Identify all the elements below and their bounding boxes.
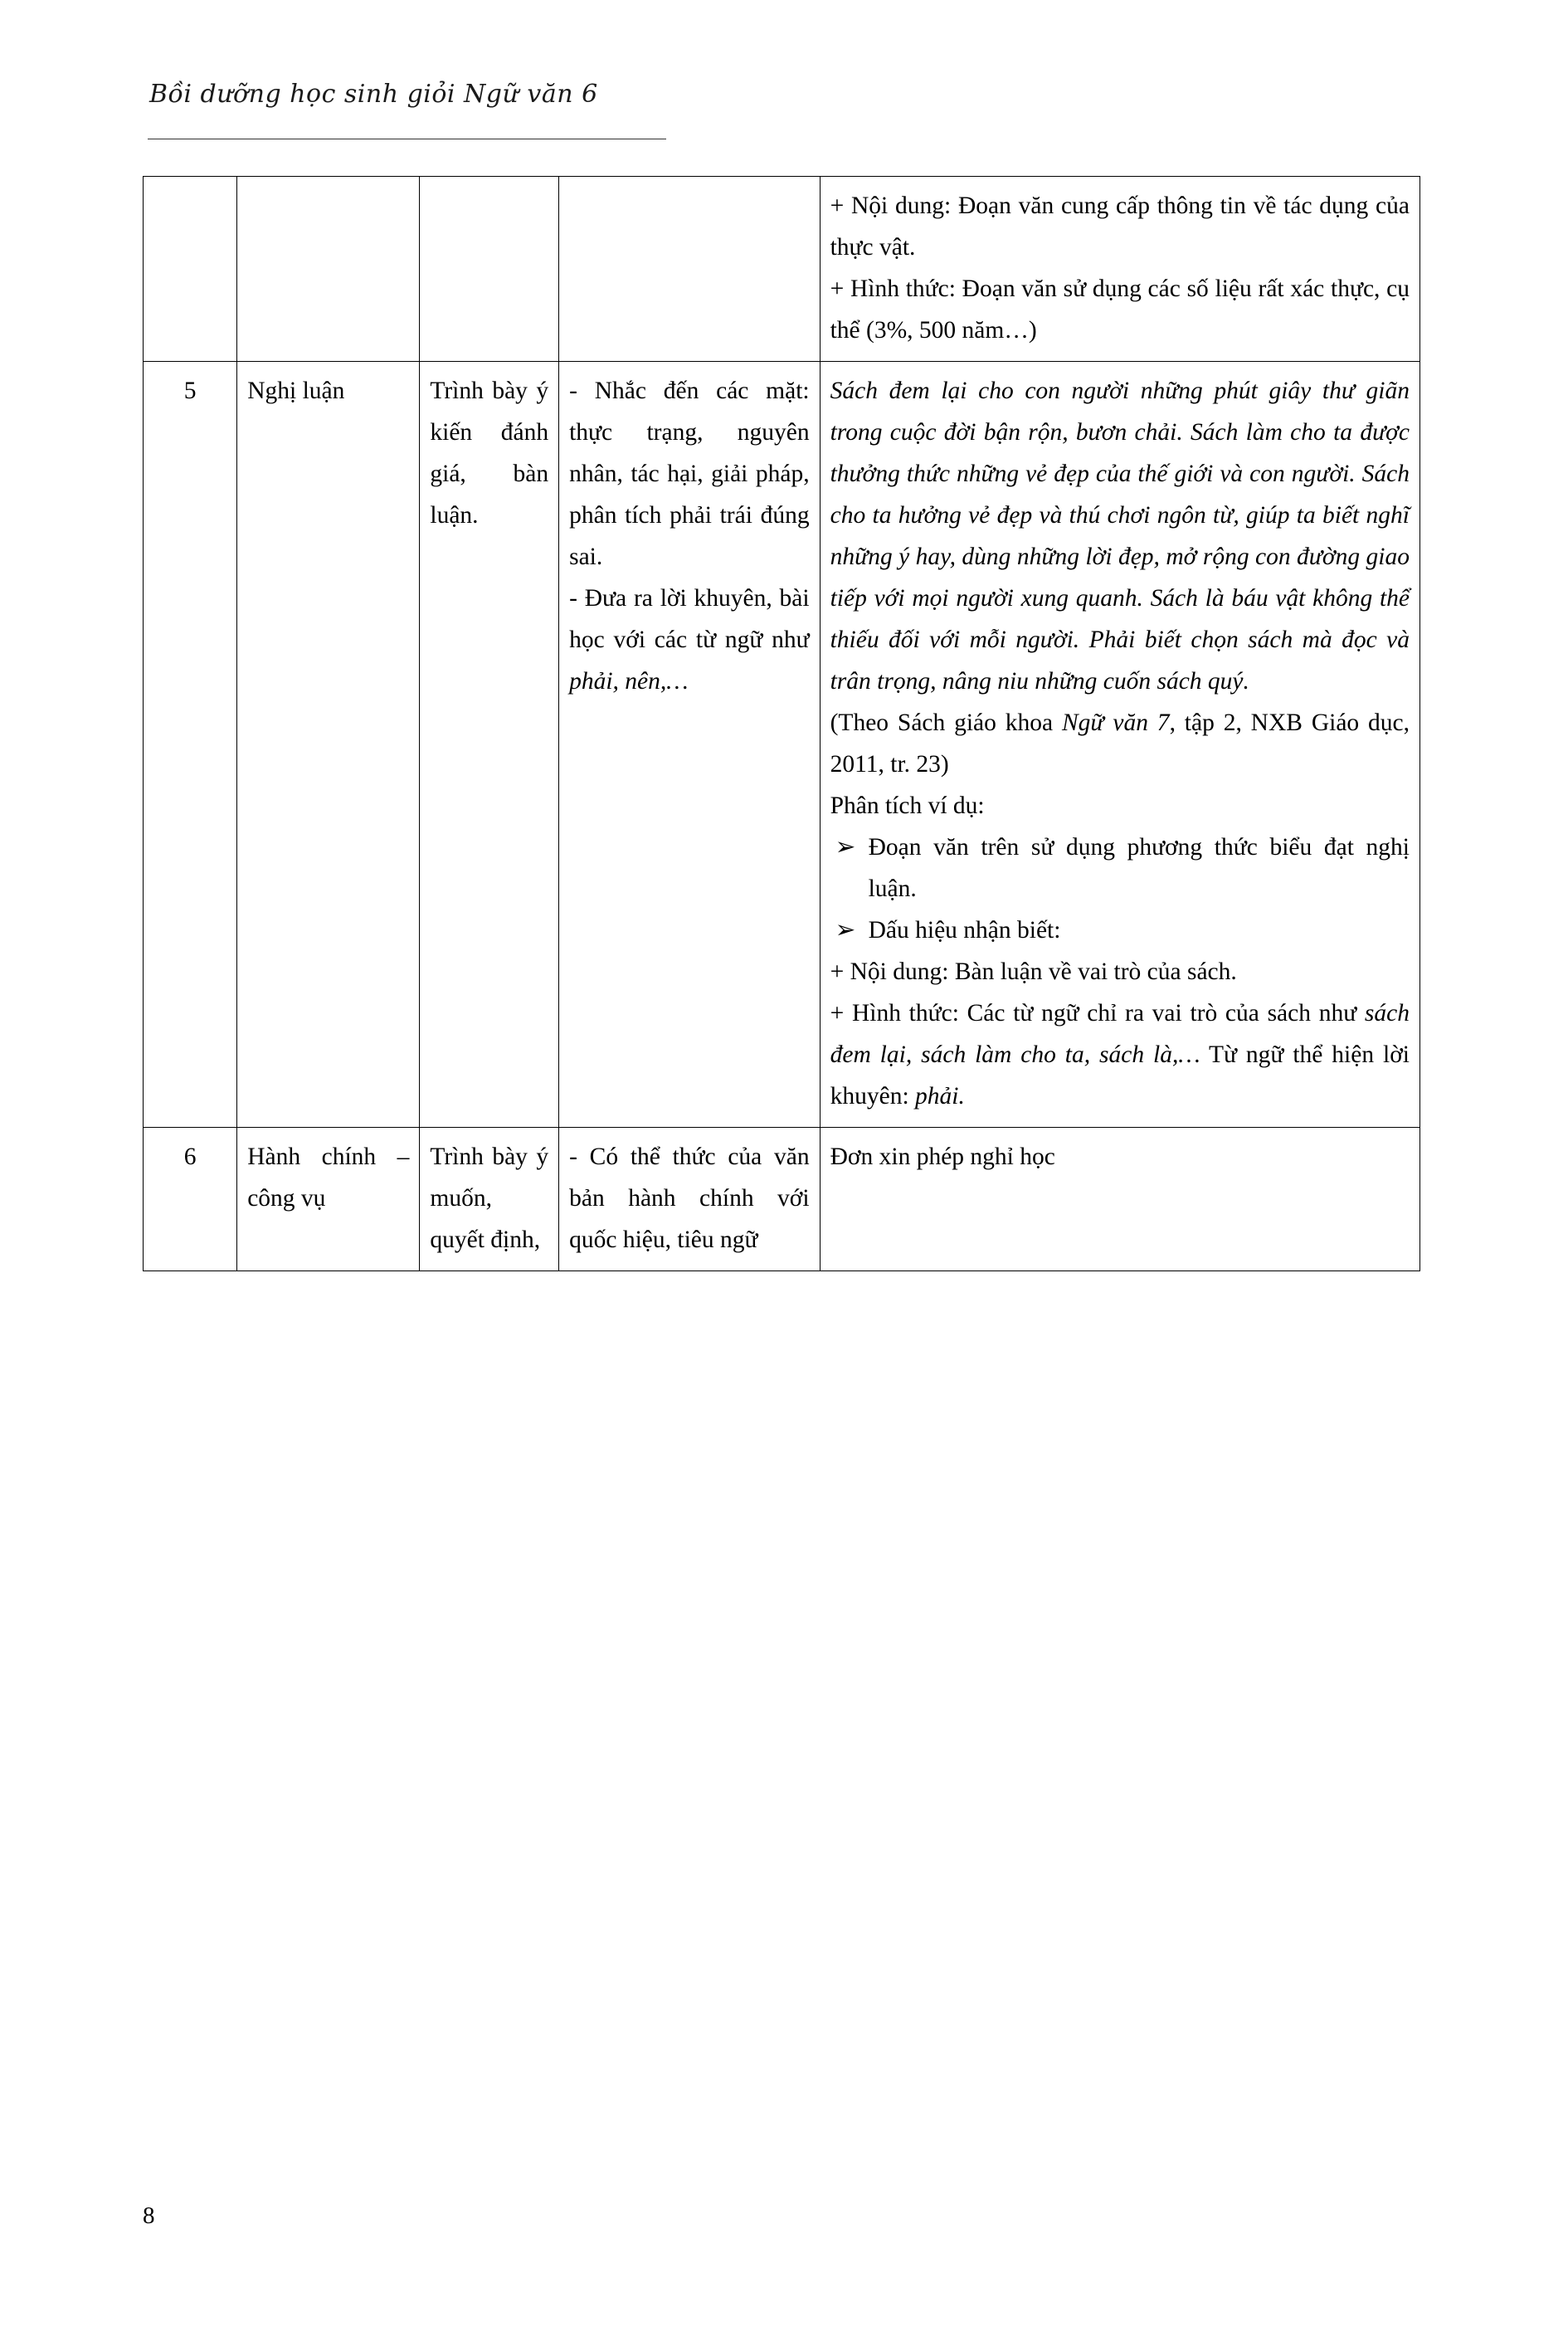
page-number: 8 [143,2202,155,2229]
cell-type: Hành chính – công vụ [237,1128,420,1271]
cell-example [820,177,1419,362]
cell-example: Đơn xin phép nghỉ học [820,1128,1419,1271]
cell-example [820,362,1419,1128]
arrow-icon: ➢ [835,834,856,861]
table-row [144,177,1420,362]
analysis-note: + Nội dung: Bàn luận về vai trò của sách. [830,958,1237,985]
analysis-item: ➢ Dấu hiệu nhận biết: [830,910,1410,951]
cell-type: Nghị luận [237,362,420,1128]
example-quote: Sách đem lại cho con người những phút giây thư giãn trong cuộc đời bận rộn, bươn chải. Sách làm cho ta được thưởng thức những vẻ đẹp của thế giới và con người. Sách cho ta hưởng vẻ đẹp và thú chơi ngôn từ, giúp ta biết nghĩ những ý hay, dùng những lời đẹp, mở rộng con đường giao tiếp với mọi người xung quanh. Sách là báu vật không thể thiếu đối với mỗi người. Phải biết chọn sách mà đọc và trân trọng, nâng niu những cuốn sách quý. [830,378,1410,695]
cell-signs [559,177,821,362]
cell-purpose [420,177,559,362]
cell-purpose: Trình bày ý muốn, quyết định, [420,1128,559,1271]
cell-purpose: Trình bày ý kiến đánh giá, bàn luận. [420,362,559,1128]
arrow-icon: ➢ [835,917,856,944]
cell-type [237,177,420,362]
signs-emphasis: phải, nên,… [569,668,689,695]
cell-signs: - Có thể thức của văn bản hành chính với quốc hiệu, tiêu ngữ [559,1128,821,1271]
table-row [144,362,1420,1128]
analysis-label: Phân tích ví dụ: [830,793,985,819]
signs-line: - Đưa ra lời khuyên, bài học với các từ ngữ như phải, nên,… [569,585,810,695]
example-source: (Theo Sách giáo khoa Ngữ văn 7, tập 2, NXB Giáo dục, 2011, tr. 23) [830,710,1410,778]
example-line: + Hình thức: Đoạn văn sử dụng các số liệu rất xác thực, cụ thể (3%, 500 năm…) [830,276,1410,344]
content-table [143,176,1420,1271]
cell-number [144,177,237,362]
cell-signs [559,362,821,1128]
cell-number: 5 [144,362,237,1128]
table-row [144,1128,1420,1271]
signs-line: - Nhắc đến các mặt: thực trạng, nguyên nhân, tác hại, giải pháp, phân tích phải trái đúng sai. [569,378,810,570]
page-header-title: Bồi dưỡng học sinh giỏi Ngữ văn 6 [149,80,598,109]
example-line: + Nội dung: Đoạn văn cung cấp thông tin về tác dụng của thực vật. [830,193,1410,261]
cell-number: 6 [144,1128,237,1271]
analysis-note: + Hình thức: Các từ ngữ chỉ ra vai trò của sách như sách đem lại, sách làm cho ta, sách là,… Từ ngữ thể hiện lời khuyên: phải. [830,1000,1410,1110]
analysis-item: ➢ Đoạn văn trên sử dụng phương thức biểu đạt nghị luận. [830,827,1410,910]
